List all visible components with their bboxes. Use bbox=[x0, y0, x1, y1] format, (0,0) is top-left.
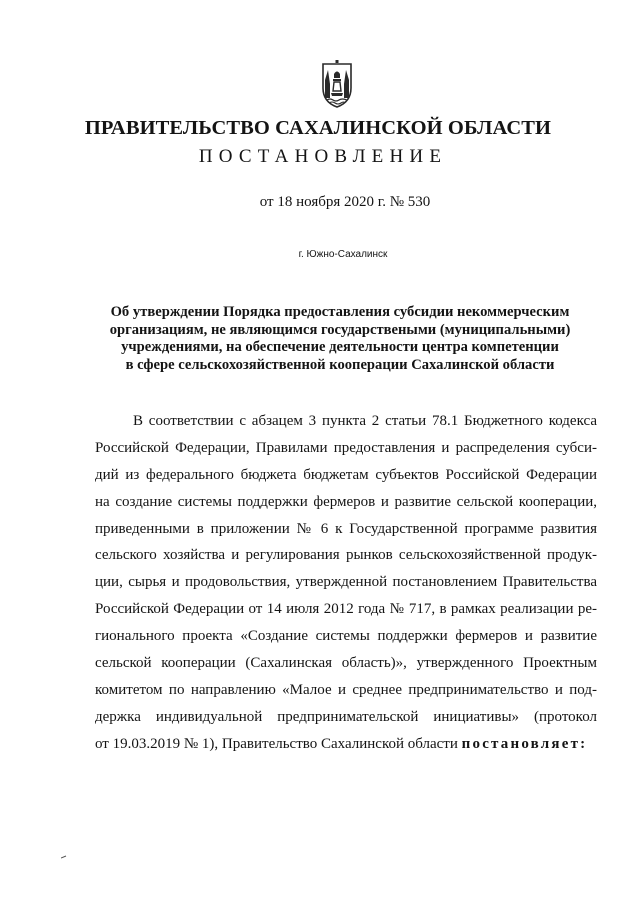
body-last-line bbox=[95, 731, 597, 758]
body-last-line-text: от 19.03.2019 № 1), Правительство Сахалинской области bbox=[95, 735, 462, 752]
body-line: Российской Федерации, Правилами предоставления и распределения субси- bbox=[95, 439, 597, 456]
document-date-number: от 18 ноября 2020 г. № 530 bbox=[259, 194, 431, 210]
subject-line: в сфере сельскохозяйственной кооперации Сахалинской области bbox=[125, 356, 555, 373]
body-line: держка индивидуальной предпринимательской инициативы» (протокол bbox=[95, 708, 597, 725]
body-line: сельской кооперации (Сахалинская область)», утвержденного Проектным bbox=[95, 655, 597, 672]
body-line: ции, сырья и продовольствия, утвержденной постановлением Правительства bbox=[95, 574, 597, 591]
body-line: Российской Федерации от 14 июля 2012 года № 717, в рамках реализации ре- bbox=[95, 601, 597, 618]
subject-line: учреждениями, на обеспечение деятельности центра компетенции bbox=[121, 339, 559, 355]
body-line: сельского хозяйства и регулирования рынков сельскохозяйственной продук- bbox=[95, 547, 597, 564]
sakhalin-coat-of-arms-icon bbox=[315, 58, 359, 110]
body-line: гионального проекта «Создание системы поддержки фермеров и развитие bbox=[95, 628, 597, 645]
body-line: приведенными в приложении № 6 к Государственной программе развития bbox=[95, 520, 597, 537]
body-line: дий из федерального бюджета бюджетам субъектов Российской Федерации bbox=[95, 466, 597, 483]
government-title: ПРАВИТЕЛЬСТВО САХАЛИНСКОЙ ОБЛАСТИ bbox=[84, 117, 552, 139]
body-line: В соответствии с абзацем 3 пункта 2 статьи 78.1 Бюджетного кодекса bbox=[133, 413, 597, 429]
document-city: г. Южно-Сахалинск bbox=[298, 249, 388, 260]
document-type: ПОСТАНОВЛЕНИЕ bbox=[198, 146, 448, 167]
document-body bbox=[95, 408, 597, 758]
document-subject bbox=[80, 304, 600, 374]
body-line: на создание системы поддержки фермеров и развитие сельской кооперации, bbox=[95, 493, 597, 510]
body-line: комитетом по направлению «Малое и среднее предпринимательство и под- bbox=[95, 681, 597, 698]
scan-speck bbox=[61, 855, 67, 859]
subject-line: организациям, не являющимся государствеными (муниципальными) bbox=[109, 321, 571, 338]
subject-line: Об утверждении Порядка предоставления субсидии некоммерческим bbox=[110, 304, 570, 320]
decree-verb: постановляет: bbox=[461, 735, 588, 752]
